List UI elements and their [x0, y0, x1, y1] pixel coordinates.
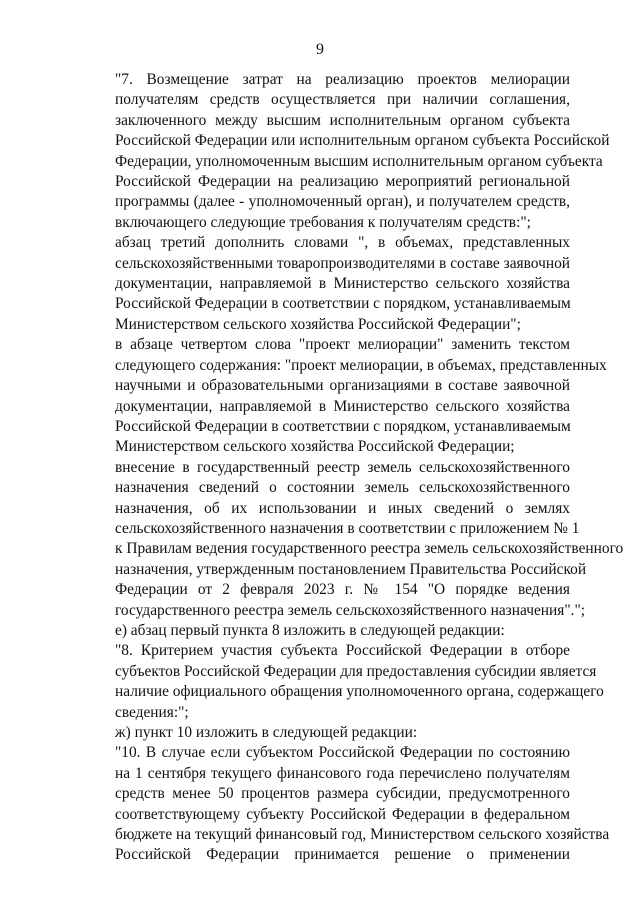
text-line: документации, направляемой в Министерство сельского хозяйства [115, 397, 570, 415]
paragraph-subitem-zh [77, 723, 570, 743]
paragraph-item-8 [77, 641, 604, 723]
text-line: к Правилам ведения государственного реестра земель сельскохозяйственного [115, 540, 624, 558]
text-line: назначения, об их использовании и иных сведений о землях [115, 499, 570, 517]
text-line: государственного реестра земель сельскохозяйственного назначения"."; [115, 601, 586, 619]
paragraph-subitem-e [77, 621, 570, 641]
text-line: Российской Федерации принимается решение о применении [115, 846, 570, 864]
text-line: ж) пункт 10 изложить в следующей редакции: [115, 724, 418, 741]
text-line: сведения:"; [115, 703, 189, 721]
text-line: абзац третий дополнить словами ", в объемах, представленных [115, 234, 570, 252]
text-line: бюджете на текущий финансовый год, Министерством сельского хозяйства [115, 826, 610, 844]
text-line: Министерством сельского хозяйства Российской Федерации"; [115, 315, 521, 333]
text-line: назначения сведений о состоянии земель сельскохозяйственного [115, 479, 570, 497]
text-line: средств менее 50 процентов размера субсидии, предусмотренного [115, 785, 570, 803]
text-line: е) абзац первый пункта 8 изложить в следующей редакции: [115, 621, 505, 639]
text-line: на 1 сентября текущего финансового года перечислено получателям [115, 764, 570, 782]
text-line: научными и образовательными организациями в составе заявочной [115, 377, 570, 395]
text-line: документации, направляемой в Министерство сельского хозяйства [115, 275, 570, 293]
text-line: Федерации от 2 февраля 2023 г. № 154 "О порядке ведения [115, 581, 570, 599]
text-line: Российской Федерации на реализацию мероприятий региональной [115, 173, 570, 191]
text-line: Российской Федерации в соответствии с порядком, устанавливаемым [115, 417, 571, 435]
text-line: Министерством сельского хозяйства Российской Федерации; [115, 438, 515, 456]
text-line: сельскохозяйственного назначения в соответствии с приложением № 1 [115, 519, 580, 537]
text-line: наличие официального обращения уполномоченного органа, содержащего [115, 683, 604, 701]
text-line: назначения, утвержденным постановлением Правительства Российской [115, 560, 587, 578]
text-line: следующего содержания: "проект мелиорации, в объемах, представленных [115, 356, 607, 374]
paragraph-item-7 [77, 70, 610, 233]
paragraph-amendment-fourth [77, 335, 607, 457]
document-body [77, 70, 624, 866]
page-number: 9 [316, 41, 324, 58]
paragraph-item-10 [77, 743, 610, 865]
text-line: "8. Критерием участия субъекта Российской Федерации в отборе [115, 642, 570, 660]
text-line: соответствующему субъекту Российской Федерации в федеральном [115, 805, 570, 823]
text-line: субъектов Российской Федерации для предоставления субсидии является [115, 662, 597, 680]
text-line: "7. Возмещение затрат на реализацию проектов мелиорации [115, 71, 570, 88]
text-line: заключенного между высшим исполнительным органом субъекта [115, 111, 570, 129]
paragraph-state-register [77, 458, 624, 621]
text-line: Российской Федерации в соответствии с порядком, устанавливаемым [115, 295, 571, 313]
text-line: сельскохозяйственными товаропроизводителями в составе заявочной [115, 254, 570, 272]
text-line: в абзаце четвертом слова "проект мелиорации" заменить текстом [115, 336, 570, 354]
text-line: Федерации, уполномоченным высшим исполнительным органом субъекта [115, 152, 603, 170]
text-line: Российской Федерации или исполнительным органом субъекта Российской [115, 132, 610, 150]
text-line: "10. В случае если субъектом Российской Федерации по состоянию [115, 744, 570, 762]
text-line: получателям средств осуществляется при наличии соглашения, [115, 91, 570, 109]
text-line: программы (далее - уполномоченный орган), и получателем средств, [115, 193, 570, 211]
text-line: внесение в государственный реестр земель сельскохозяйственного [115, 458, 570, 476]
paragraph-amendment-third [77, 233, 570, 335]
text-line: включающего следующие требования к получателям средств:"; [115, 213, 531, 231]
